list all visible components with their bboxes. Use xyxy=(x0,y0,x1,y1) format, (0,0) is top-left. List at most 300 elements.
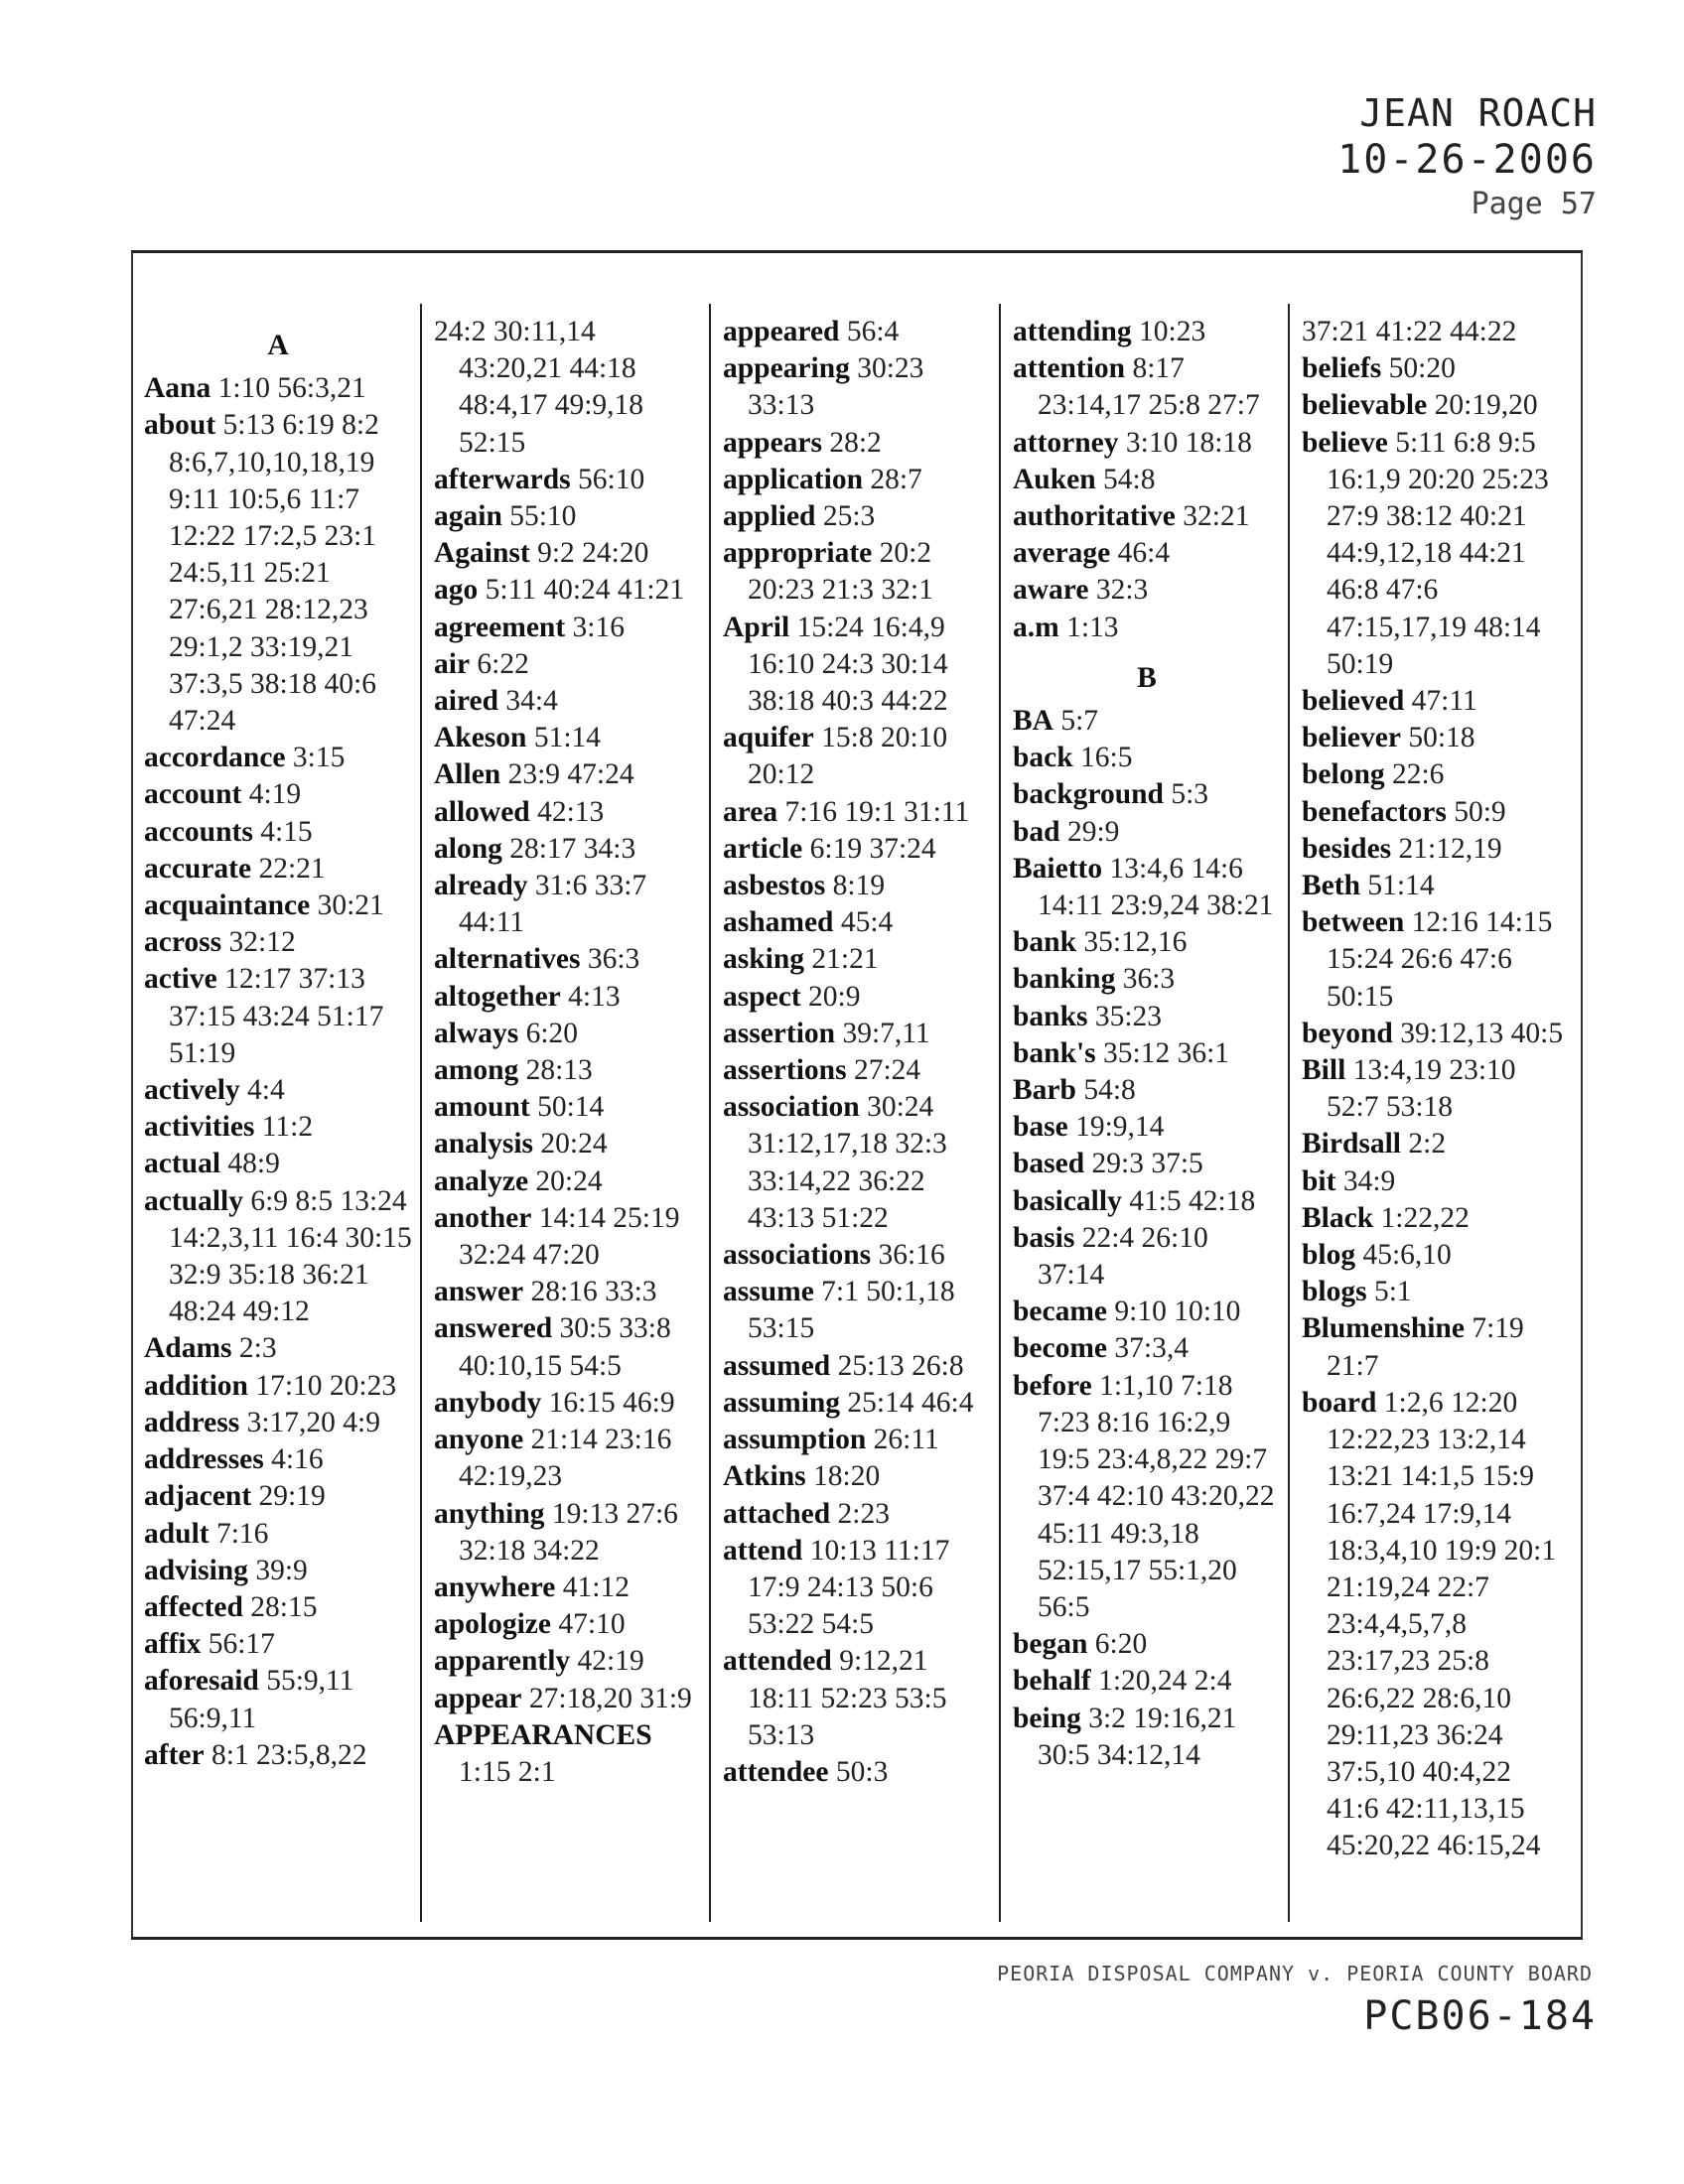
index-entry xyxy=(723,904,991,941)
page-line-refs: 22:6 xyxy=(1391,758,1445,791)
page-line-refs: 16:5 xyxy=(1080,742,1133,774)
page-line-refs: 55:10 xyxy=(509,500,577,533)
index-entry xyxy=(144,1516,412,1553)
page-line-refs: 27:24 xyxy=(853,1054,921,1087)
index-term: alternatives xyxy=(434,943,581,976)
index-term: appropriate xyxy=(723,537,873,570)
index-term: another xyxy=(434,1201,532,1234)
index-term: analyze xyxy=(434,1164,529,1197)
page-line-refs: 7:16 xyxy=(215,1517,269,1550)
index-term: assume xyxy=(723,1276,814,1308)
page-line-refs: 6:20 xyxy=(1094,1628,1148,1661)
page-line-refs: 31:6 33:7 44:11 xyxy=(459,870,647,939)
page-line-refs: 36:3 xyxy=(587,943,640,976)
page-line-refs: 35:12,16 xyxy=(1083,926,1188,959)
index-term: apologize xyxy=(434,1608,551,1641)
index-entry xyxy=(1013,610,1281,646)
index-entry xyxy=(1302,1126,1570,1162)
page-line-refs: 2:23 xyxy=(837,1497,890,1530)
index-term: attendee xyxy=(723,1755,829,1788)
index-entry xyxy=(1013,425,1281,462)
page-line-refs: 4:4 xyxy=(247,1074,285,1107)
page-line-refs: 9:12,21 18:11 52:23 53:5 53:13 xyxy=(748,1645,947,1751)
page-line-refs: 22:4 26:10 37:14 xyxy=(1038,1221,1208,1292)
index-term: altogether xyxy=(434,980,561,1013)
index-entry xyxy=(1013,851,1281,924)
index-term: board xyxy=(1302,1386,1377,1419)
page-line-refs: 16:15 46:9 xyxy=(548,1386,675,1419)
index-entry xyxy=(434,831,702,868)
page-line-refs: 15:8 20:10 20:12 xyxy=(748,722,948,791)
index-term: aware xyxy=(1013,574,1089,607)
index-entry xyxy=(434,1274,702,1310)
index-term: air xyxy=(434,647,471,680)
deponent-name: JEAN ROACH xyxy=(1359,91,1597,135)
index-entry xyxy=(1013,1294,1281,1330)
page-line-refs: 18:20 xyxy=(813,1460,881,1493)
index-term: Baietto xyxy=(1013,852,1103,885)
page-line-refs: 1:2,6 12:20 12:22,23 13:2,14 13:21 14:1,5 15:9 16:7,24 17:9,14 18:3,4,10 19:9 20:1 21:19,24 22:7 23:4,4,5,7,8 23:17,23 25:8 26:6,22 28:6,10 29:11,23 36:24 37:5,10 40:4,22 41:6 42:11,13,15 45:20,22 46:15,24 xyxy=(1327,1386,1557,1862)
index-term: average xyxy=(1013,537,1111,570)
column-divider xyxy=(1288,304,1290,1922)
index-entry xyxy=(723,979,991,1016)
index-entry xyxy=(434,1385,702,1422)
index-term: anybody xyxy=(434,1386,542,1419)
index-entry xyxy=(723,794,991,831)
index-entry xyxy=(144,1663,412,1736)
index-entry xyxy=(434,462,702,498)
index-term: base xyxy=(1013,1111,1068,1144)
index-entry xyxy=(723,1348,991,1385)
page-line-refs: 6:20 xyxy=(525,1017,579,1049)
page-line-refs: 27:18,20 31:9 xyxy=(528,1682,692,1714)
index-term: Aana xyxy=(144,372,211,405)
index-entry xyxy=(1302,1385,1570,1865)
page-line-refs: 50:14 xyxy=(537,1091,605,1124)
page-line-refs: 10:13 11:17 17:9 24:13 50:6 53:22 54:5 xyxy=(748,1534,950,1641)
page-line-refs: 20:24 xyxy=(540,1128,608,1160)
index-term: Black xyxy=(1302,1201,1374,1234)
page-line-refs: 30:5 33:8 40:10,15 54:5 xyxy=(459,1312,671,1382)
index-entry xyxy=(144,851,412,887)
page-line-refs: 28:15 xyxy=(250,1590,318,1623)
index-term: anywhere xyxy=(434,1570,556,1603)
index-term: assumption xyxy=(723,1424,867,1456)
page-line-refs: 6:22 xyxy=(477,647,529,680)
index-term: Auken xyxy=(1013,463,1096,495)
index-term: actively xyxy=(144,1074,240,1107)
page-line-refs: 7:19 21:7 xyxy=(1327,1312,1524,1382)
page-line-refs: 30:21 xyxy=(317,889,384,922)
index-term: apparently xyxy=(434,1645,571,1678)
index-term: besides xyxy=(1302,832,1392,865)
page-line-refs: 20:9 xyxy=(808,980,861,1013)
index-term: Against xyxy=(434,537,530,570)
index-term: banking xyxy=(1013,963,1116,996)
page-line-refs: 37:3,4 xyxy=(1114,1332,1189,1365)
index-entry xyxy=(1013,572,1281,609)
index-term: bad xyxy=(1013,815,1060,848)
index-entry xyxy=(1302,1200,1570,1237)
index-entry xyxy=(434,1496,702,1570)
index-term: adult xyxy=(144,1517,210,1550)
index-entry xyxy=(723,535,991,609)
page-line-refs: 13:4,19 23:10 52:7 53:18 xyxy=(1327,1054,1516,1124)
page-line-refs: 36:3 xyxy=(1122,963,1176,996)
index-term: aforesaid xyxy=(144,1665,259,1698)
index-entry xyxy=(1013,1626,1281,1663)
page-line-refs: 41:5 42:18 xyxy=(1129,1184,1256,1217)
index-term: became xyxy=(1013,1296,1108,1328)
index-entry xyxy=(434,1089,702,1126)
index-entry xyxy=(434,646,702,683)
index-entry xyxy=(1302,314,1570,350)
index-entry xyxy=(144,1441,412,1478)
index-entry xyxy=(144,776,412,813)
index-entry xyxy=(1013,314,1281,350)
page-line-refs: 8:17 23:14,17 25:8 27:7 xyxy=(1038,352,1260,422)
index-entry xyxy=(1013,1109,1281,1146)
page-line-refs: 11:2 xyxy=(261,1111,314,1144)
index-entry xyxy=(434,683,702,720)
page-line-refs: 2:2 xyxy=(1408,1128,1447,1160)
page-line-refs: 45:4 xyxy=(840,906,894,939)
page-line-refs: 19:13 27:6 32:18 34:22 xyxy=(459,1497,678,1567)
page-line-refs: 4:19 xyxy=(248,778,302,811)
index-term: again xyxy=(434,500,502,533)
index-entry xyxy=(1013,1146,1281,1182)
page-line-refs: 47:11 xyxy=(1411,685,1477,718)
column-divider xyxy=(709,304,711,1922)
index-term: ashamed xyxy=(723,906,834,939)
page-line-refs: 55:9,11 56:9,11 xyxy=(169,1665,354,1734)
index-entry xyxy=(434,1200,702,1274)
index-entry xyxy=(1013,1368,1281,1626)
index-entry xyxy=(723,1052,991,1089)
index-term: background xyxy=(1013,778,1164,811)
index-term: appears xyxy=(723,426,822,459)
page-line-refs: 9:10 10:10 xyxy=(1114,1296,1241,1328)
index-entry xyxy=(1013,1035,1281,1072)
index-entry xyxy=(1302,1163,1570,1200)
page-line-refs: 47:10 xyxy=(558,1608,626,1641)
section-letter: B xyxy=(1137,661,1157,694)
page-line-refs: 32:3 xyxy=(1095,574,1149,607)
index-entry xyxy=(1013,703,1281,740)
index-term: ago xyxy=(434,574,479,607)
page-line-refs: 25:3 xyxy=(822,500,876,533)
index-entry xyxy=(1013,924,1281,961)
index-entry xyxy=(723,1385,991,1422)
index-entry xyxy=(1302,756,1570,793)
index-entry xyxy=(434,1310,702,1384)
index-term: began xyxy=(1013,1628,1088,1661)
index-entry xyxy=(723,941,991,978)
index-term: addition xyxy=(144,1369,248,1402)
page-line-refs: 13:4,6 14:6 14:11 23:9,24 38:21 xyxy=(1038,852,1274,922)
index-entry xyxy=(434,1163,702,1200)
index-entry xyxy=(1302,868,1570,904)
index-entry xyxy=(1013,1330,1281,1367)
index-entry xyxy=(1302,1016,1570,1052)
index-term: anything xyxy=(434,1497,545,1530)
page-line-refs: 6:9 8:5 13:24 14:2,3,11 16:4 30:15 32:9 35:18 36:21 48:24 49:12 xyxy=(169,1184,412,1328)
page-line-refs: 45:6,10 xyxy=(1362,1239,1452,1272)
index-entry xyxy=(1302,387,1570,424)
index-term: associations xyxy=(723,1239,872,1272)
page-line-refs: 1:22,22 xyxy=(1380,1201,1470,1234)
index-entry xyxy=(1302,720,1570,756)
page-line-refs: 24:2 30:11,14 43:20,21 44:18 48:4,17 49:9,18 52:15 xyxy=(434,316,644,459)
page-line-refs: 29:9 xyxy=(1066,815,1120,848)
index-term: agreement xyxy=(434,611,566,643)
column-divider xyxy=(420,304,422,1922)
index-term: a.m xyxy=(1013,611,1059,643)
index-entry xyxy=(434,1016,702,1052)
index-term: always xyxy=(434,1017,519,1049)
index-entry xyxy=(144,1737,412,1774)
deposition-date: 10-26-2006 xyxy=(1337,137,1597,183)
page-line-refs: 32:12 xyxy=(228,926,296,959)
page-line-refs: 54:8 xyxy=(1083,1074,1136,1107)
page-line-refs: 21:14 23:16 42:19,23 xyxy=(459,1424,672,1493)
index-term: area xyxy=(723,795,778,828)
index-entry xyxy=(434,1681,702,1717)
index-column-5 xyxy=(1302,314,1570,1865)
index-entry xyxy=(434,498,702,535)
index-term: basis xyxy=(1013,1221,1075,1254)
column-divider xyxy=(999,304,1001,1922)
index-term: active xyxy=(144,963,217,996)
index-entry xyxy=(144,1368,412,1405)
index-entry xyxy=(723,425,991,462)
index-term: along xyxy=(434,832,502,865)
index-entry xyxy=(434,756,702,793)
index-term: Allen xyxy=(434,758,501,791)
index-entry xyxy=(1302,831,1570,868)
index-term: believer xyxy=(1302,722,1401,754)
index-term: Atkins xyxy=(723,1460,806,1493)
index-entry xyxy=(144,1626,412,1663)
index-term: before xyxy=(1013,1369,1092,1402)
index-entry xyxy=(1302,683,1570,720)
index-entry xyxy=(723,1089,991,1237)
index-entry xyxy=(144,1146,412,1182)
index-term: April xyxy=(723,611,790,643)
index-term: become xyxy=(1013,1332,1108,1365)
index-term: activities xyxy=(144,1111,255,1144)
page-line-refs: 28:17 34:3 xyxy=(509,832,636,865)
index-term: aquifer xyxy=(723,722,814,754)
section-letter: A xyxy=(267,330,289,361)
index-entry xyxy=(434,535,702,572)
index-term: article xyxy=(723,832,803,865)
index-term: attending xyxy=(1013,316,1132,347)
index-entry xyxy=(434,720,702,756)
page-line-refs: 32:21 xyxy=(1183,500,1250,533)
index-term: afterwards xyxy=(434,463,571,495)
index-term: appeared xyxy=(723,316,840,347)
page-line-refs: 29:3 37:5 xyxy=(1091,1148,1203,1180)
page-line-refs: 50:9 xyxy=(1454,795,1506,828)
index-entry xyxy=(434,572,702,609)
page-line-refs: 14:14 25:19 32:24 47:20 xyxy=(459,1201,680,1272)
index-entry xyxy=(144,924,412,961)
index-entry xyxy=(1013,814,1281,851)
index-entry xyxy=(1013,350,1281,424)
index-term: among xyxy=(434,1054,519,1087)
index-entry xyxy=(723,462,991,498)
index-entry xyxy=(1013,961,1281,998)
page-line-refs: 54:8 xyxy=(1103,463,1156,495)
index-column-3 xyxy=(723,314,991,1791)
index-term: attend xyxy=(723,1534,803,1567)
index-term: Adams xyxy=(144,1332,232,1365)
index-entry xyxy=(723,1754,991,1791)
index-entry xyxy=(1013,498,1281,535)
index-entry xyxy=(723,1643,991,1754)
index-term: assumed xyxy=(723,1349,831,1382)
index-entry xyxy=(1302,1237,1570,1274)
index-term: accordance xyxy=(144,742,286,774)
page-line-refs: 50:3 xyxy=(835,1755,889,1788)
index-term: beyond xyxy=(1302,1017,1393,1049)
page-line-refs: 3:2 19:16,21 30:5 34:12,14 xyxy=(1038,1702,1237,1771)
page-line-refs: 25:13 26:8 xyxy=(837,1349,964,1382)
index-term: association xyxy=(723,1091,860,1124)
index-term: asking xyxy=(723,943,804,976)
page-line-refs: 34:9 xyxy=(1342,1164,1396,1197)
index-term: between xyxy=(1302,906,1405,939)
page-line-refs: 50:20 xyxy=(1388,352,1456,385)
index-entry xyxy=(144,961,412,1072)
page-line-refs: 25:14 46:4 xyxy=(847,1386,974,1419)
index-entry xyxy=(144,1330,412,1367)
index-entry xyxy=(1013,1183,1281,1220)
page-line-refs: 42:13 xyxy=(537,795,605,828)
index-term: being xyxy=(1013,1702,1081,1734)
page-line-refs: 5:1 xyxy=(1373,1276,1412,1308)
page-line-refs: 8:1 23:5,8,22 xyxy=(210,1738,367,1771)
page-line-refs: 3:17,20 4:9 xyxy=(246,1406,380,1438)
page-line-refs: 28:7 xyxy=(870,463,922,495)
page-line-refs: 1:1,10 7:18 7:23 8:16 16:2,9 19:5 23:4,8,22 29:7 37:4 42:10 43:20,22 45:11 49:3,18 52:15,17 55:1,20 56:5 xyxy=(1038,1369,1275,1623)
page-line-refs: 12:17 37:13 37:15 43:24 51:17 51:19 xyxy=(169,963,384,1069)
index-term: advising xyxy=(144,1554,248,1586)
page-line-refs: 21:12,19 xyxy=(1398,832,1502,865)
index-term: already xyxy=(434,870,528,902)
index-entry xyxy=(434,941,702,978)
page-line-refs: 3:10 18:18 xyxy=(1125,426,1252,459)
page-line-refs: 56:4 xyxy=(846,316,900,347)
index-term: belong xyxy=(1302,758,1385,791)
index-entry xyxy=(434,1717,702,1791)
page-line-refs: 5:13 6:19 8:2 8:6,7,10,10,18,19 9:11 10:5,6 11:7 12:22 17:2,5 23:1 24:5,11 25:21 27:6,21 28:12,23 29:1,2 33:19,21 37:3,5 38:18 40:6 47:24 xyxy=(169,409,379,738)
page-line-refs: 34:4 xyxy=(505,685,558,718)
index-term: accurate xyxy=(144,852,252,885)
page-line-refs: 20:24 xyxy=(535,1164,603,1197)
index-entry xyxy=(1013,1663,1281,1700)
index-term: address xyxy=(144,1406,240,1438)
index-entry xyxy=(1013,1072,1281,1109)
index-term: Blumenshine xyxy=(1302,1312,1465,1345)
page-line-refs: 46:4 xyxy=(1117,537,1171,570)
index-entry xyxy=(434,1606,702,1643)
page-line-refs: 4:13 xyxy=(568,980,621,1013)
index-term: Birdsall xyxy=(1302,1128,1401,1160)
index-term: appearing xyxy=(723,352,850,385)
page-line-refs: 5:11 40:24 41:21 xyxy=(485,574,685,607)
index-entry xyxy=(723,498,991,535)
index-term: amount xyxy=(434,1091,530,1124)
index-term: banks xyxy=(1013,1000,1088,1032)
index-term: acquaintance xyxy=(144,889,311,922)
page-line-refs: 1:20,24 2:4 xyxy=(1098,1665,1232,1698)
index-entry xyxy=(434,1126,702,1162)
index-term: appear xyxy=(434,1682,522,1714)
page-line-refs: 3:16 xyxy=(572,611,625,643)
page-line-refs: 36:16 xyxy=(878,1239,945,1272)
index-entry xyxy=(1302,904,1570,1016)
index-term: applied xyxy=(723,500,816,533)
index-term: anyone xyxy=(434,1424,524,1456)
index-entry xyxy=(144,1183,412,1331)
index-entry xyxy=(144,1478,412,1515)
page-line-refs: 12:16 14:15 15:24 26:6 47:6 50:15 xyxy=(1327,906,1553,1013)
page-line-refs: 8:19 xyxy=(832,870,886,902)
index-entry xyxy=(1013,535,1281,572)
index-entry xyxy=(434,868,702,941)
index-term: Akeson xyxy=(434,722,527,754)
index-entry xyxy=(144,1405,412,1441)
index-term: answered xyxy=(434,1312,553,1345)
index-entry xyxy=(723,1458,991,1495)
index-entry xyxy=(723,1016,991,1052)
index-term: allowed xyxy=(434,795,530,828)
index-term: blog xyxy=(1302,1239,1356,1272)
page-line-refs: 39:9 xyxy=(255,1554,308,1586)
index-column-1 xyxy=(144,314,412,1774)
index-entry xyxy=(144,407,412,740)
index-term: application xyxy=(723,463,863,495)
index-entry xyxy=(1013,740,1281,776)
page-line-refs: 39:12,13 40:5 xyxy=(1400,1017,1564,1049)
index-term: actually xyxy=(144,1184,243,1217)
page-line-refs: 3:15 xyxy=(292,742,346,774)
index-entry xyxy=(434,1422,702,1495)
index-entry xyxy=(144,740,412,776)
index-term: Beth xyxy=(1302,870,1360,902)
index-entry xyxy=(434,1052,702,1089)
index-term: bit xyxy=(1302,1164,1336,1197)
index-entry xyxy=(144,1589,412,1626)
index-entry xyxy=(434,1570,702,1606)
index-entry xyxy=(144,887,412,924)
index-entry xyxy=(144,370,412,407)
index-entry xyxy=(1302,1310,1570,1384)
page-line-refs: 5:3 xyxy=(1171,778,1209,811)
page-line-refs: 22:21 xyxy=(258,852,326,885)
page-line-refs: 20:19,20 xyxy=(1434,389,1538,422)
page-number: Page 57 xyxy=(1471,187,1597,221)
page-line-refs: 15:24 16:4,9 16:10 24:3 30:14 38:18 40:3 44:22 xyxy=(748,611,948,718)
page-line-refs: 51:14 xyxy=(533,722,602,754)
index-entry xyxy=(1013,776,1281,813)
page-line-refs: 6:19 37:24 xyxy=(809,832,936,865)
page-line-refs: 28:13 xyxy=(525,1054,593,1087)
page-line-refs: 1:10 56:3,21 xyxy=(217,372,366,405)
index-entry xyxy=(1013,999,1281,1035)
